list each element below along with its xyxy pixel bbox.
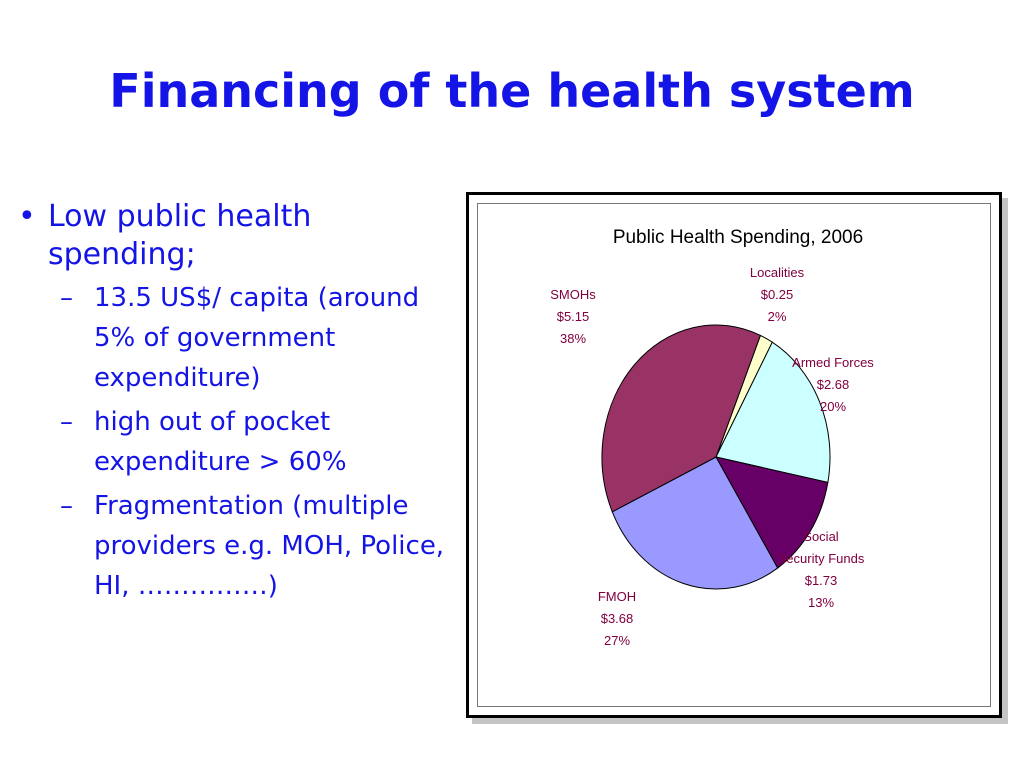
data-label: Social Security Funds $1.73 13%: [777, 529, 865, 610]
data-label: Localities $0.25 2%: [749, 265, 805, 324]
sub-bullet-text: Fragmentation (multiple providers e.g. MOH, Police, HI, ……………): [94, 491, 445, 601]
data-label: SMOHs $5.15 38%: [550, 287, 596, 346]
sub-bullet-text: 13.5 US$/ capita (around 5% of government expenditure): [94, 283, 420, 393]
chart-title: Public Health Spending, 2006: [612, 227, 864, 248]
data-label: FMOH $3.68 27%: [597, 589, 637, 648]
bullet-list: [18, 198, 448, 606]
slide-title: Financing of the health system: [109, 64, 915, 118]
data-label: Armed Forces $2.68 20%: [792, 355, 874, 414]
sub-bullet-item: [18, 402, 448, 482]
bullet-item: [18, 198, 448, 274]
sub-bullet-item: [18, 486, 448, 606]
dash-icon: –: [60, 491, 73, 521]
pie-chart: [469, 195, 999, 715]
bullet-text: Low public health spending;: [48, 199, 312, 272]
sub-bullet-item: [18, 278, 448, 398]
dash-icon: –: [60, 407, 73, 437]
bullet-dot-icon: •: [18, 199, 36, 234]
chart-frame: [466, 192, 1002, 718]
dash-icon: –: [60, 283, 73, 313]
sub-bullet-text: high out of pocket expenditure > 60%: [94, 407, 347, 477]
